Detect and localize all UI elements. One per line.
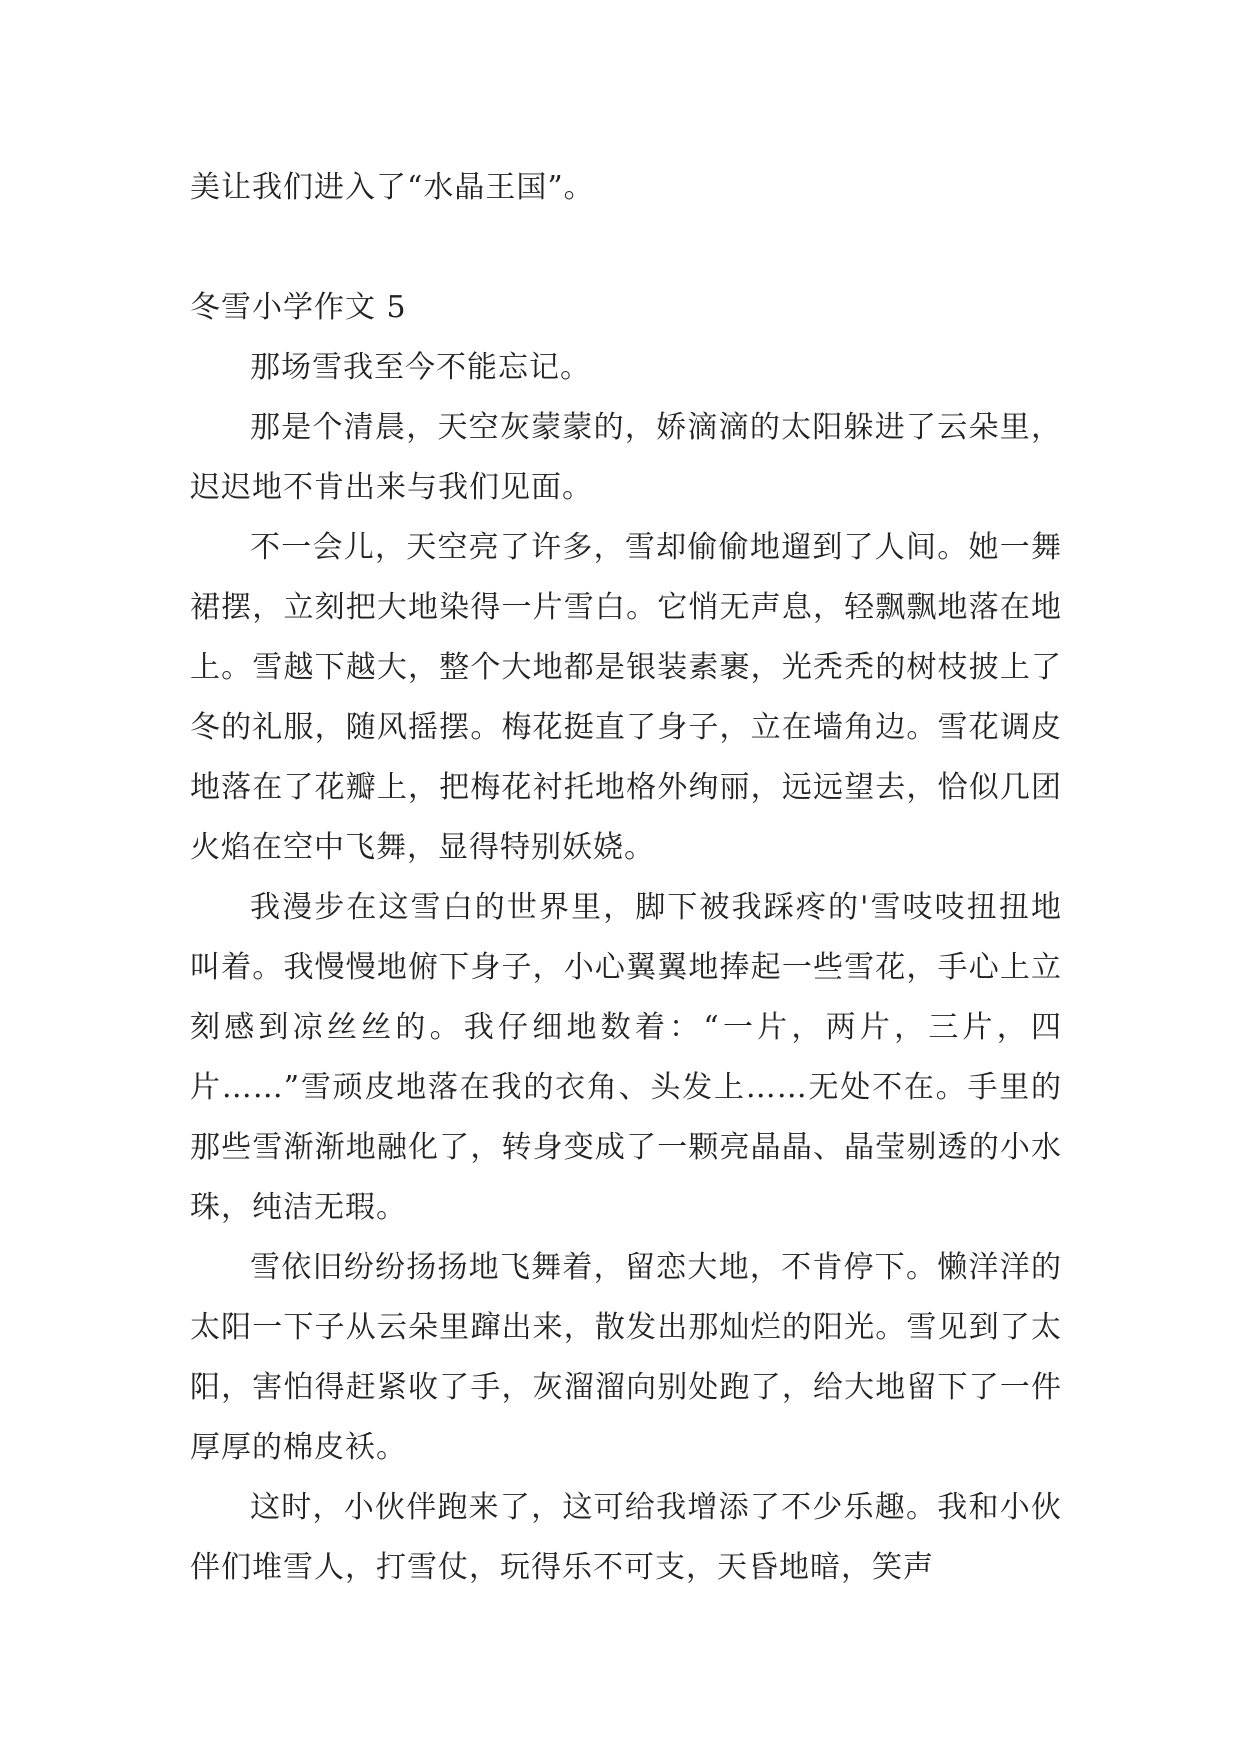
essay-body (190, 338, 1062, 1598)
paragraph: 这时，小伙伴跑来了，这可给我增添了不少乐趣。我和小伙伴们堆雪人，打雪仗，玩得乐不可支，天昏地暗，笑声 (190, 1490, 1062, 1585)
essay-title: 冬雪小学作文 5 (190, 290, 407, 325)
paragraph: 不一会儿，天空亮了许多，雪却偷偷地遛到了人间。她一舞裙摆，立刻把大地染得一片雪白。它悄无声息，轻飘飘地落在地上。雪越下越大，整个大地都是银装素裹，光秃秃的树枝披上了冬的礼服，随风摇摆。梅花挺直了身子，立在墙角边。雪花调皮地落在了花瓣上，把梅花衬托地格外绚丽，远远望去，恰似几团火焰在空中飞舞，显得特别妖娆。 (190, 530, 1062, 865)
paragraph: 雪依旧纷纷扬扬地飞舞着，留恋大地，不肯停下。懒洋洋的太阳一下子从云朵里蹿出来，散发出那灿烂的阳光。雪见到了太阳，害怕得赶紧收了手，灰溜溜向别处跑了，给大地留下了一件厚厚的棉皮袄。 (190, 1250, 1062, 1465)
paragraph: 那是个清晨，天空灰蒙蒙的，娇滴滴的太阳躲进了云朵里，迟迟地不肯出来与我们见面。 (190, 410, 1062, 505)
paragraph: 我漫步在这雪白的世界里，脚下被我踩疼的'雪吱吱扭扭地叫着。我慢慢地俯下身子，小心翼翼地捧起一些雪花，手心上立刻感到凉丝丝的。我仔细地数着：“一片，两片，三片，四片……”雪顽皮地落在我的衣角、头发上……无处不在。手里的那些雪渐渐地融化了，转身变成了一颗亮晶晶、晶莹剔透的小水珠，纯洁无瑕。 (190, 890, 1062, 1225)
continuation-text: 美让我们进入了“水晶王国”。 (190, 170, 595, 205)
paragraph: 那场雪我至今不能忘记。 (250, 350, 591, 385)
continuation-paragraph (190, 158, 1062, 218)
